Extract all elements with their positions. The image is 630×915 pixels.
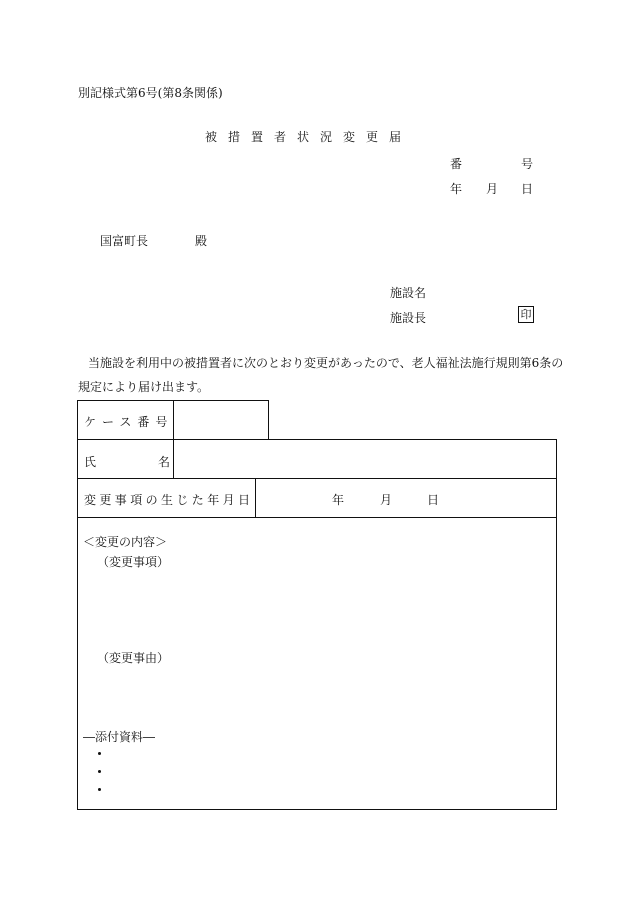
attachments-heading: ―添付資料― xyxy=(83,730,156,744)
change-content-heading: ＜変更の内容＞ xyxy=(83,535,168,549)
change-date-label: 変更事項の生じた年月日 xyxy=(84,493,254,507)
change-date-day: 日 xyxy=(427,493,440,507)
name-label-left: 氏 xyxy=(84,455,97,469)
name-row-divider xyxy=(173,440,174,478)
date-day-label: 日 xyxy=(521,182,534,196)
change-reason-heading: （変更事由） xyxy=(97,651,170,665)
attachment-bullet xyxy=(98,770,101,773)
body-text-line-2: 規定により届け出ます。 xyxy=(78,380,210,394)
facility-head-label: 施設長 xyxy=(390,311,427,325)
row-separator-1 xyxy=(78,478,556,479)
number-suffix: 号 xyxy=(521,157,534,171)
date-row-divider xyxy=(255,478,256,517)
attachment-bullet xyxy=(98,788,101,791)
date-month-label: 月 xyxy=(486,182,499,196)
change-date-year: 年 xyxy=(332,493,345,507)
form-reference: 別記様式第6号(第8条関係) xyxy=(78,86,223,100)
date-year-label: 年 xyxy=(450,182,463,196)
number-label: 番 xyxy=(450,157,463,171)
change-date-month: 月 xyxy=(380,493,393,507)
case-number-label: ケース番号 xyxy=(84,415,174,429)
change-details-table xyxy=(77,439,557,810)
row-separator-2 xyxy=(78,517,556,518)
facility-name-label: 施設名 xyxy=(390,286,427,300)
name-label-right: 名 xyxy=(158,455,171,469)
document-title: 被措置者状況変更届 xyxy=(205,130,413,144)
attachment-bullet xyxy=(98,752,101,755)
seal-mark: 印 xyxy=(518,306,534,323)
body-text-line-1: 当施設を利用中の被措置者に次のとおり変更があったので、老人福祉法施行規則第6条の xyxy=(88,356,564,370)
change-items-heading: （変更事項） xyxy=(97,555,170,569)
case-number-box xyxy=(77,400,269,440)
addressee-honorific: 殿 xyxy=(195,234,208,248)
case-number-divider xyxy=(173,401,174,439)
addressee-name: 国富町長 xyxy=(100,234,149,248)
